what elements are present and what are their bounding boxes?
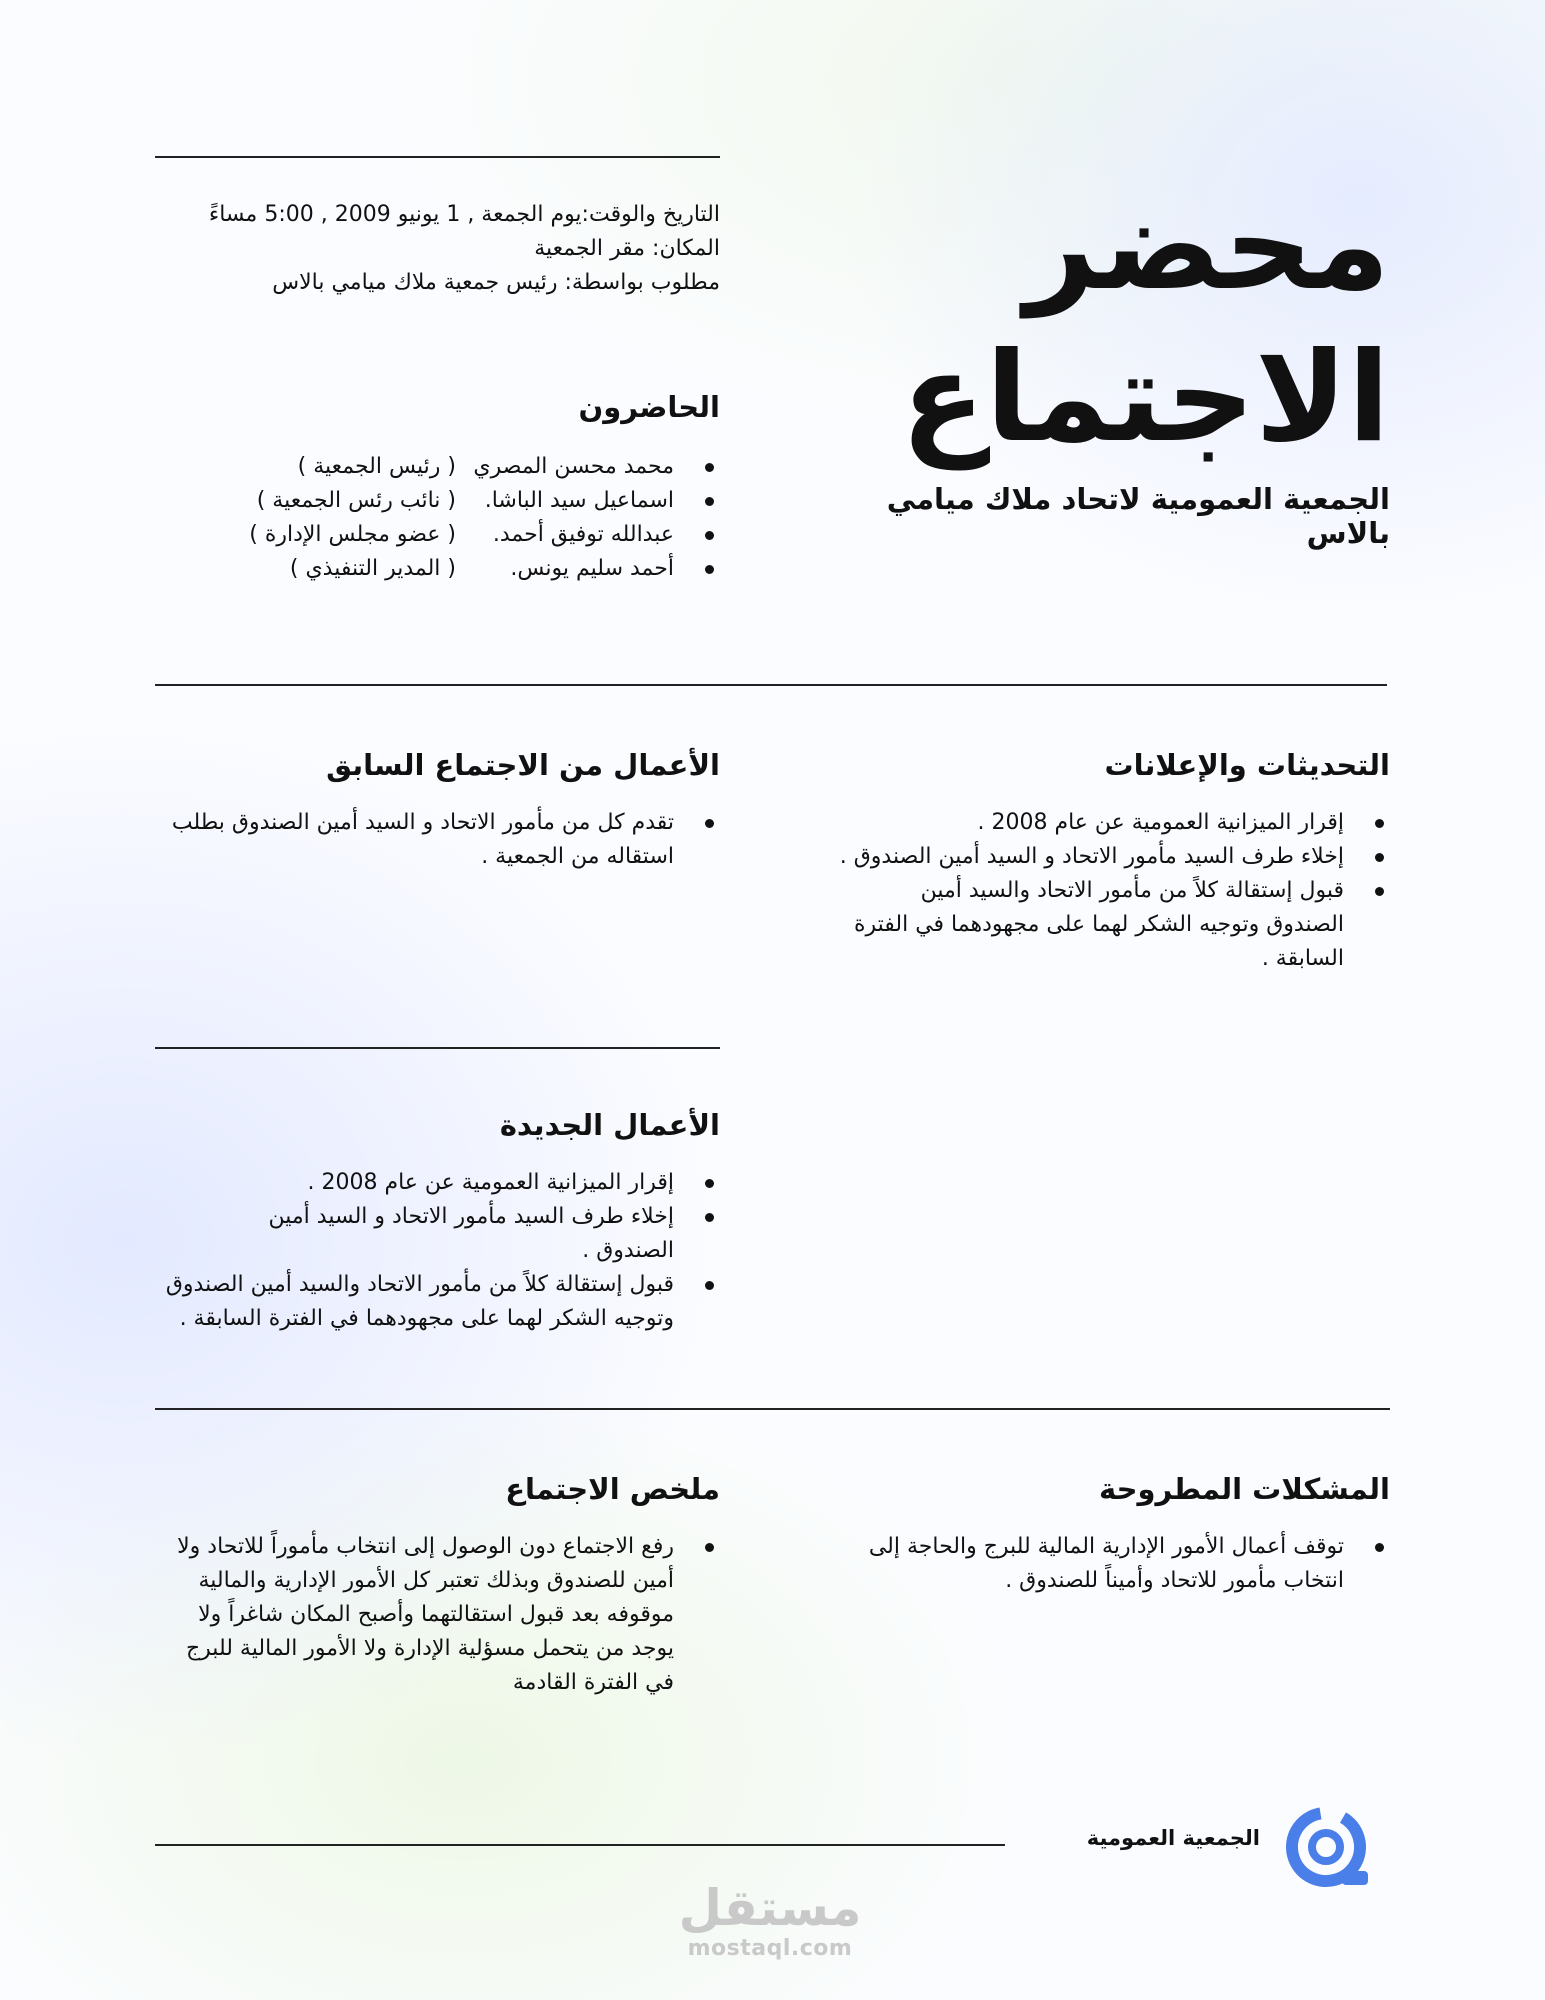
list-item: إقرار الميزانية العمومية عن عام 2008 . [780, 806, 1390, 840]
attendee-role: ( عضو مجلس الإدارة ) [249, 522, 456, 547]
list-item: إخلاء طرف السيد مأمور الاتحاد و السيد أمين الصندوق . [780, 840, 1390, 874]
attendee-name: أحمد سليم يونس. [510, 556, 674, 581]
attendee-name: عبدالله توفيق أحمد. [492, 522, 674, 547]
divider [155, 1408, 1390, 1410]
new-work-list [155, 1166, 720, 1336]
attendee-role: ( المدير التنفيذي ) [289, 556, 456, 581]
attendee-role: ( رئيس الجمعية ) [297, 454, 456, 479]
divider [155, 1047, 720, 1049]
title-block [830, 170, 1390, 550]
summary-section [155, 1472, 720, 1700]
issues-list [840, 1530, 1390, 1598]
meeting-place: المكان: مقر الجمعية [534, 236, 720, 261]
issues-section [840, 1472, 1390, 1598]
divider [155, 156, 720, 158]
updates-list [780, 806, 1390, 976]
list-item [200, 484, 720, 518]
org-logo-icon [1282, 1803, 1372, 1893]
attendee-name: اسماعيل سيد الباشا. [484, 488, 674, 513]
list-item: توقف أعمال الأمور الإدارية المالية للبرج والحاجة إلى انتخاب مأمور للاتحاد وأميناً للصندوق . [840, 1530, 1390, 1598]
list-item [200, 450, 720, 484]
summary-heading: ملخص الاجتماع [505, 1472, 720, 1506]
list-item: رفع الاجتماع دون الوصول إلى انتخاب مأموراً للاتحاد ولا أمين للصندوق وبذلك تعتبر كل الأمور الإدارية والمالية موقوفه بعد قبول استقالتهما وأصبح المكان شاغراً ولا يوجد من يتحمل مسؤلية الإدارة ولا الأمور المالية للبرج في الفترة القادمة [155, 1530, 720, 1700]
footer-divider [155, 1844, 1005, 1846]
previous-work-list [155, 806, 720, 874]
new-work-section [155, 1108, 720, 1336]
watermark-arabic: مستقل [678, 1879, 862, 1937]
list-item: قبول إستقالة كلاً من مأمور الاتحاد والسيد أمين الصندوق وتوجيه الشكر لهما على مجهودهما في الفترة السابقة . [780, 874, 1390, 976]
attendees-list [200, 450, 720, 586]
updates-heading: التحديثات والإعلانات [1104, 748, 1390, 782]
meeting-requested-by: مطلوب بواسطة: رئيس جمعية ملاك ميامي بالاس [272, 270, 720, 295]
watermark-latin: mostaql.com [687, 1936, 853, 1961]
list-item [200, 552, 720, 586]
summary-list [155, 1530, 720, 1700]
previous-work-heading: الأعمال من الاجتماع السابق [326, 748, 720, 782]
divider [155, 684, 1387, 686]
watermark [640, 1880, 900, 1961]
meeting-meta [155, 198, 720, 300]
document-title-line2: الاجتماع [900, 326, 1390, 470]
list-item [200, 518, 720, 552]
footer-org-name: الجمعية العمومية [1086, 1826, 1260, 1850]
attendees-section [200, 390, 720, 586]
document-subtitle: الجمعية العمومية لاتحاد ملاك ميامي بالاس [886, 482, 1390, 550]
list-item: قبول إستقالة كلاً من مأمور الاتحاد والسيد أمين الصندوق وتوجيه الشكر لهما على مجهودهما في الفترة السابقة . [155, 1268, 720, 1336]
issues-heading: المشكلات المطروحة [1099, 1472, 1390, 1506]
updates-section [780, 748, 1390, 976]
document-title-line1: محضر [1024, 174, 1390, 318]
attendee-name: محمد محسن المصري [473, 454, 674, 479]
list-item: تقدم كل من مأمور الاتحاد و السيد أمين الصندوق بطلب استقاله من الجمعية . [155, 806, 720, 874]
list-item: إقرار الميزانية العمومية عن عام 2008 . [155, 1166, 720, 1200]
list-item: إخلاء طرف السيد مأمور الاتحاد و السيد أمين الصندوق . [155, 1200, 720, 1268]
attendee-role: ( نائب رئس الجمعية ) [256, 488, 456, 513]
new-work-heading: الأعمال الجديدة [499, 1108, 720, 1142]
attendees-heading: الحاضرون [578, 390, 720, 424]
meeting-datetime: التاريخ والوقت:يوم الجمعة , 1 يونيو 2009 , 5:00 مساءً [208, 202, 720, 227]
previous-work-section [155, 748, 720, 874]
